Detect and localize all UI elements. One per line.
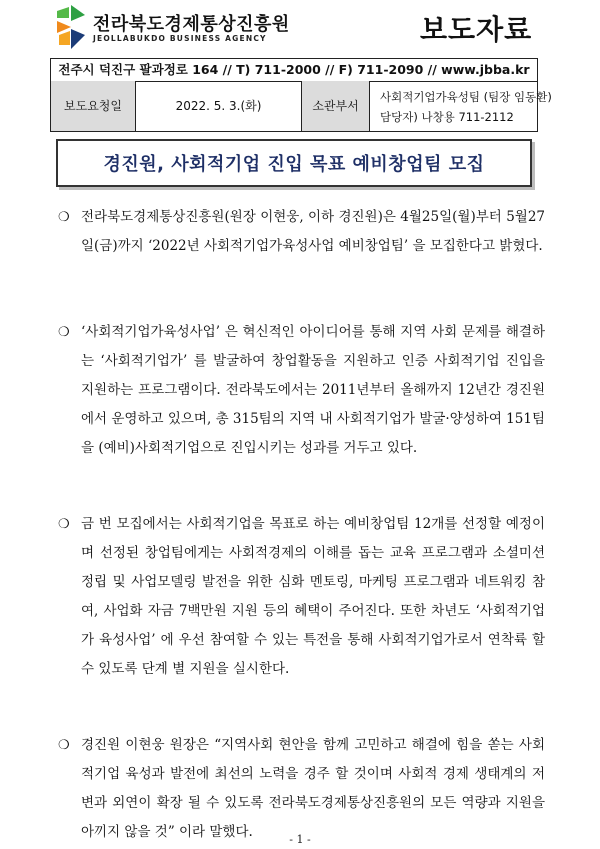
- press-release-title: [56, 139, 532, 187]
- document-type-heading: 보도자료: [420, 13, 533, 46]
- page-number: - 1 -: [289, 833, 311, 846]
- bullet-circle-icon: ❍: [58, 325, 70, 340]
- request-date-value: 2022. 5. 3.(화): [136, 81, 302, 131]
- body-paragraph: [60, 510, 545, 684]
- title-text: 경진원, 사회적기업 진입 목표 예비창업팀 모집: [103, 154, 485, 175]
- body-paragraph: [60, 318, 545, 463]
- agency-logo-icon: [57, 5, 85, 49]
- department-contact: 담당자) 나창용 711-2112: [380, 110, 514, 124]
- paragraph-text: 경진원 이현웅 원장은 “지역사회 현안을 함께 고민하고 해결에 힘을 쏟는 사회적기업 육성과 발전에 최선의 노력을 경주 할 것이며 사회적 경제 생태계의 저변과 외연이 확장 될 수 있도록 전라북도경제통상진흥원의 모든 역량과 지원을 아끼지 않을 것” 이라 말했다.: [81, 737, 545, 840]
- paragraph-text: ‘사회적기업가육성사업’ 은 혁신적인 아이디어를 통해 지역 사회 문제를 해결하는 ‘사회적기업가’ 를 발굴하여 창업활동을 지원하고 인증 사회적기업 진입을 지원하는 프로그램이다. 전라북도에서는 2011년부터 올해까지 12년간 경진원에서 운영하고 있으며, 총 315팀의 지역 내 사회적기업가 발굴·양성하여 151팀을 (예비)사회적기업으로 진입시키는 성과를 거두고 있다.: [81, 324, 545, 456]
- body-paragraph: [60, 731, 545, 847]
- bullet-circle-icon: ❍: [58, 210, 70, 225]
- org-name: 전라북도경제통상진흥원: [93, 14, 290, 35]
- department-team: 사회적기업가육성팀 (팀장 임동환): [380, 90, 552, 104]
- bullet-circle-icon: ❍: [58, 738, 70, 753]
- department-label: 소관부서: [302, 81, 370, 131]
- paragraph-text: 금 번 모집에서는 사회적기업을 목표로 하는 예비창업팀 12개를 선정할 예정이며 선정된 창업팀에게는 사회적경제의 이해를 돕는 교육 프로그램과 소셜미션 정립 및 사업모델링 발전을 위한 심화 멘토링, 마케팅 프로그램과 네트워킹 참여, 사업화 자금 7백만원 지원 등의 혜택이 주어진다. 또한 차년도 ‘사회적기업가 육성사업’ 에 우선 참여할 수 있는 특전을 통해 사회적기업가로서 연착륙 할 수 있도록 단계 별 지원을 실시한다.: [81, 516, 545, 677]
- body-paragraph: [60, 203, 545, 261]
- department-value: [370, 81, 552, 131]
- contact-address-line: 전주시 덕진구 팔과정로 164 // T) 711-2000 // F) 711-2090 // www.jbba.kr: [51, 59, 537, 82]
- paragraph-text: 전라북도경제통상진흥원(원장 이현웅, 이하 경진원)은 4월25일(월)부터 5월27일(금)까지 ‘2022년 사회적기업가육성사업 예비창업팀’ 을 모집한다고 밝혔다.: [81, 209, 545, 254]
- bullet-circle-icon: ❍: [58, 517, 70, 532]
- press-info-table: [50, 58, 552, 132]
- org-english-name: JEOLLABUKDO BUSINESS AGENCY: [93, 34, 267, 43]
- request-date-label: 보도요청일: [51, 81, 136, 131]
